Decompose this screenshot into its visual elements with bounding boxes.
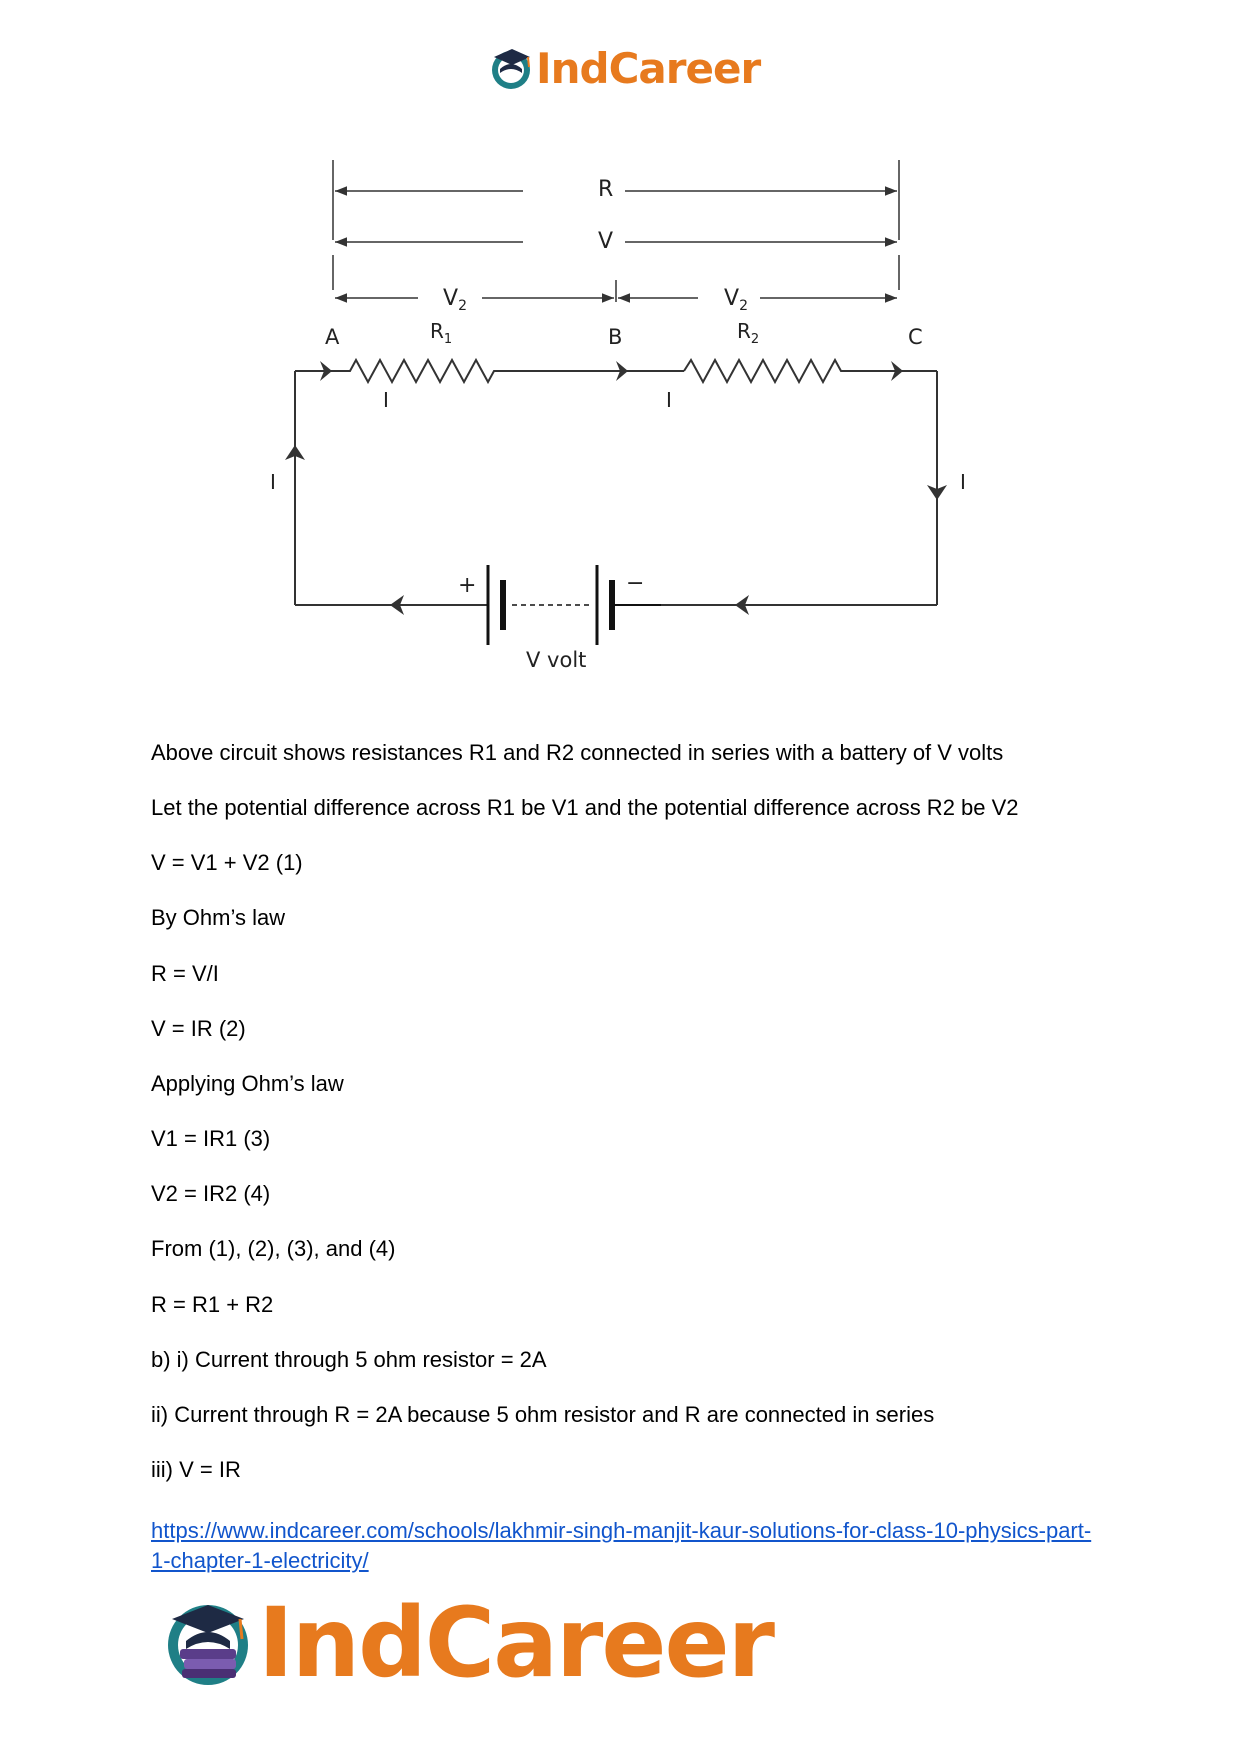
paragraph: Let the potential difference across R1 be V1 and the potential difference across R2 be V2: [151, 795, 1019, 820]
current-label-right: I: [960, 470, 966, 494]
current-label-r1: I: [383, 388, 389, 412]
paragraph: iii) V = IR: [151, 1457, 241, 1482]
paragraph: b) i) Current through 5 ohm resistor = 2A: [151, 1347, 547, 1372]
series-circuit-diagram: [240, 160, 1000, 690]
resistor-label-r2: $R_2$: [737, 319, 760, 347]
graduation-cap-books-logo-icon: [162, 1597, 254, 1689]
dimension-label-v-left: $V_2$: [443, 286, 467, 314]
current-label-r2: I: [666, 388, 672, 412]
paragraph: By Ohm’s law: [151, 905, 286, 930]
paragraph: R = V/I: [151, 961, 219, 986]
footer-logo: [162, 1583, 773, 1703]
resistor-r1: [340, 360, 540, 382]
footer-logo-text: IndCareer: [258, 1587, 773, 1699]
dimension-label-r: R: [598, 177, 614, 202]
paragraph: V = IR (2): [151, 1016, 246, 1041]
header-logo: [488, 40, 760, 96]
source-link[interactable]: https://www.indcareer.com/schools/lakhmir-singh-manjit-kaur-solutions-for-class-10-physics-part-1-chapter-1-electricity/: [151, 1518, 1092, 1573]
dimension-ticks: [333, 160, 899, 302]
circuit-top-wire: [295, 360, 937, 605]
node-label-a: A: [325, 325, 340, 349]
paragraph: Above circuit shows resistances R1 and R2 connected in series with a battery of V volts: [151, 740, 1004, 765]
battery-minus-label: −: [626, 571, 645, 596]
paragraph: Applying Ohm’s law: [151, 1071, 344, 1096]
resistor-r2: [684, 360, 880, 382]
paragraph: V = V1 + V2 (1): [151, 850, 303, 875]
node-label-b: B: [608, 325, 623, 349]
dimension-label-v: V: [598, 229, 614, 254]
paragraph: V1 = IR1 (3): [151, 1126, 271, 1151]
battery-plus-label: +: [458, 573, 477, 598]
node-label-c: C: [908, 325, 923, 349]
battery-voltage-label: V volt: [526, 648, 587, 672]
paragraph: ii) Current through R = 2A because 5 ohm resistor and R are connected in series: [151, 1402, 935, 1427]
paragraph: R = R1 + R2: [151, 1292, 274, 1317]
dimension-label-v-right: $V_2$: [724, 286, 748, 314]
paragraph: From (1), (2), (3), and (4): [151, 1236, 396, 1261]
header-logo-text: IndCareer: [536, 43, 761, 93]
current-label-left: I: [270, 470, 276, 494]
paragraph: V2 = IR2 (4): [151, 1181, 271, 1206]
resistor-label-r1: $R_1$: [430, 319, 453, 347]
graduation-cap-logo-icon: [488, 45, 534, 91]
